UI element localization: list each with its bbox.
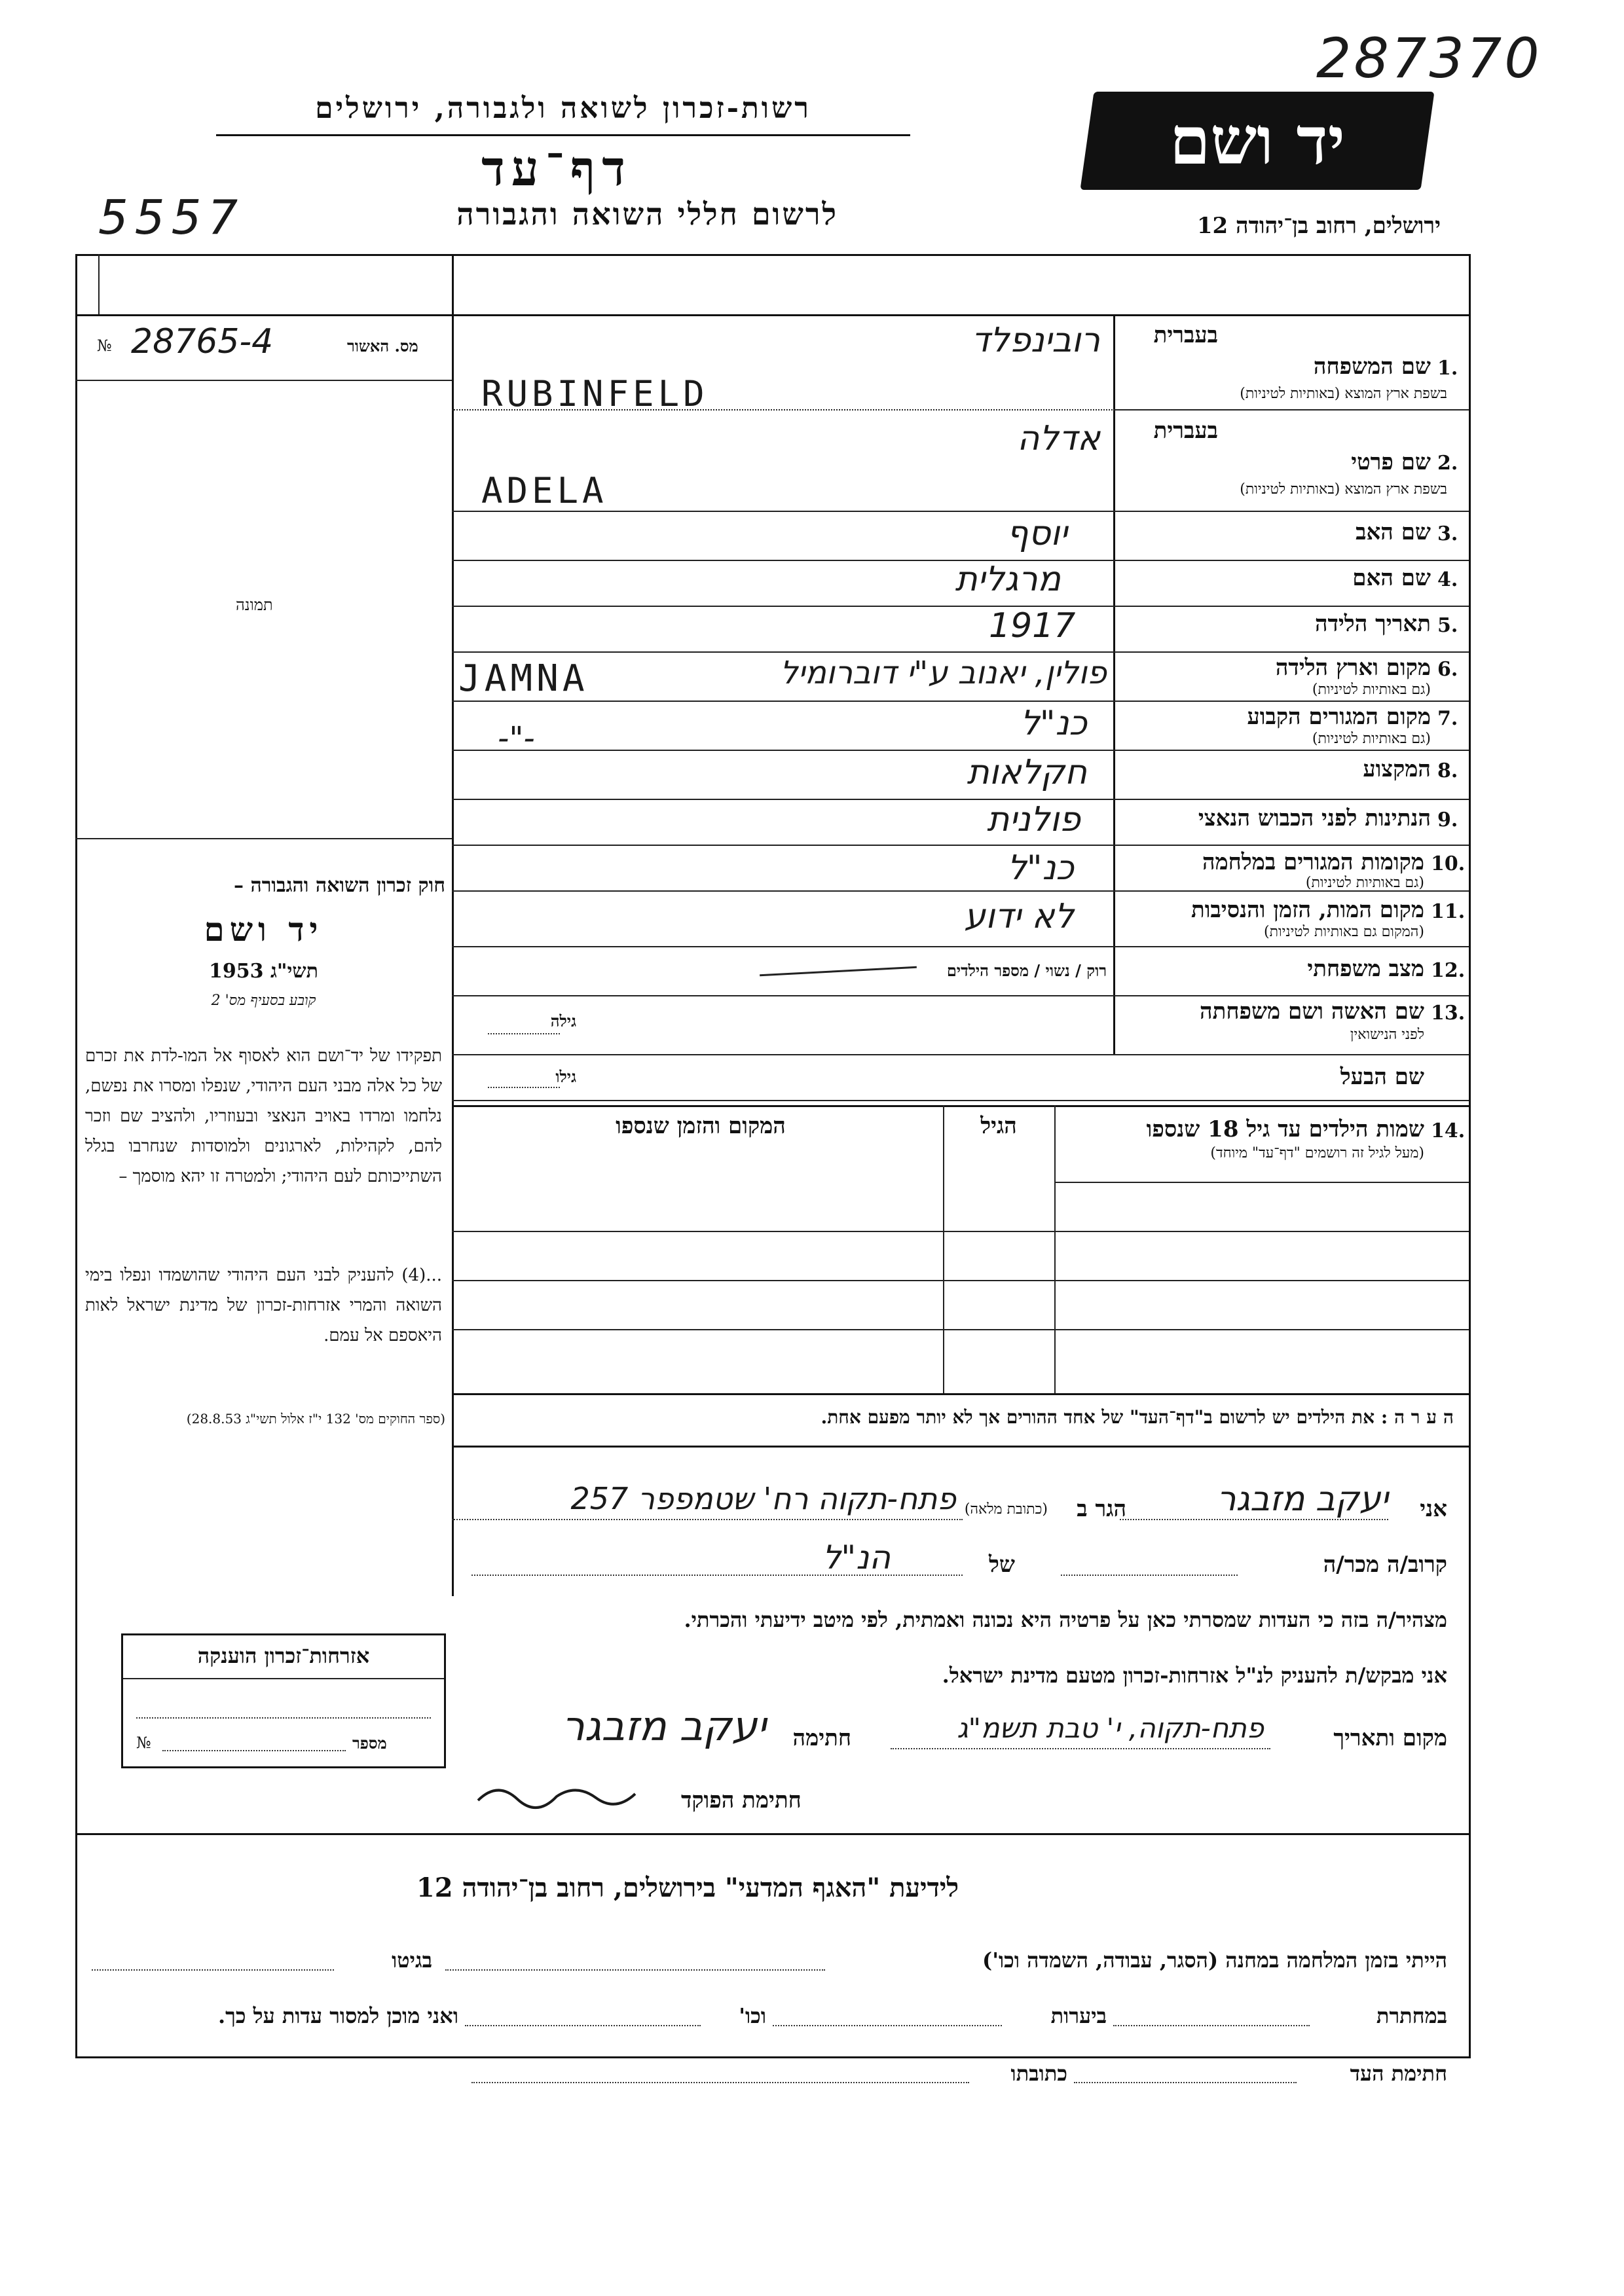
field-1-latin-value: RUBINFELD	[481, 373, 709, 414]
relative-label: קרוב/ה מכר/ה	[1323, 1552, 1447, 1578]
relative-value: הנ"ל	[822, 1539, 891, 1576]
officer-signature-label: חתימת הפוקד	[681, 1787, 802, 1813]
field-10-label: מקומות המגורים במלחמה	[1202, 849, 1424, 875]
field-2-latin-value: ADELA	[481, 470, 608, 511]
law-title: חוק זכרון השואה והגבורה –	[234, 874, 445, 897]
field-7-label: מקום המגורים הקבוע	[1247, 704, 1431, 730]
note-text: ה ע ר ה : את הילדים יש לרשום ב"דף־העד" של אחד ההורים אך לא יותר מפעם אחת.	[821, 1406, 1454, 1428]
field-9-value: פולנית	[987, 800, 1080, 839]
field-4-value: מרגלית	[955, 560, 1061, 599]
field-8-label: המקצוע	[1363, 756, 1431, 782]
yad-vashem-logo	[1080, 92, 1434, 190]
address: ירושלים, רחוב בן־יהודה 12	[1196, 213, 1441, 239]
field-12-options: רוק / נשוי / מספר הילדים	[946, 961, 1107, 980]
science-dept-title: לידיעת "האגף המדעי" בירושלים, רחוב בן־יהודה 12	[416, 1872, 959, 1903]
field-2-label: שם פרטי	[1351, 449, 1431, 475]
law-citation: (ספר החוקים מס' 132 י"ז אלול תשי"ג 28.8.53)	[186, 1411, 445, 1427]
field-3-value: יוסף	[1006, 514, 1067, 553]
sheet-title: דף־עד	[481, 141, 632, 197]
field-6-label: מקום וארץ הלידה	[1275, 655, 1431, 681]
approval-number-label: מס. האשור	[347, 337, 418, 355]
place-date-label: מקום ותאריך	[1333, 1725, 1447, 1751]
field-1-label: שם המשפחה	[1313, 354, 1431, 380]
field-3-label: שם האב	[1356, 519, 1431, 545]
field-8-value: חקלאות	[967, 753, 1087, 792]
sheet-subtitle: לרשום חללי השואה והגבורה	[456, 196, 838, 232]
children-col-age: הגיל	[980, 1113, 1017, 1139]
field-1-hebrew-value: רובינפלד	[971, 321, 1100, 360]
citizenship-number-label: מספר	[352, 1734, 387, 1753]
approval-number-value: 28765-4	[131, 322, 274, 361]
field-5-value: 1917	[989, 606, 1076, 646]
field-7-value: כנ"ל	[1020, 704, 1087, 743]
officer-signature-scribble	[471, 1774, 655, 1813]
declaration-name: יעקב מזבגר	[1217, 1480, 1388, 1519]
header-title-top: רשות-זכרון לשואה ולגבורה, ירושלים	[315, 92, 811, 125]
field-5-label: תאריך הלידה	[1314, 611, 1431, 637]
law-name: יד ושם	[204, 910, 323, 949]
field-6-value: פולין, יאנוב ע"י דוברומיל	[780, 655, 1107, 691]
law-paragraph-1: תפקידו של יד־ושם הוא לאסוף אל המו-לדת את זכרם של כל אלה מבני העם היהודי, שנפלו ומסרו את נפשם, נלחמו ומרדו באויב הנאצי ובעוזריו, ולהציב שם וזכר להם, לקהילות, לארגונים ולמוסדות שנחרבו בגלל השתייכותם לעם היהודי; ולמטרה זו יהא מוסמך –	[85, 1046, 442, 1186]
children-label: שמות הילדים עד גיל 18 שנספו	[1146, 1116, 1424, 1142]
document-number: 287370	[1316, 26, 1542, 90]
citizenship-title: אזרחות־זכרון הוענקה	[197, 1643, 370, 1668]
children-col-place: המקום והזמן שנספו	[616, 1113, 786, 1139]
field-4-label: שם האם	[1352, 565, 1431, 591]
field-11-label: מקום המות, הזמן והנסיבות	[1190, 897, 1424, 923]
law-year: תשי"ג 1953	[209, 960, 318, 983]
law-section: קובע בסעיף מס' 2	[211, 993, 316, 1009]
field-7-ditto: -"-	[498, 720, 535, 757]
photo-label: תמונה	[236, 596, 273, 614]
statement-1: מצהיר/ה בזה כי העדות שמסרתי כאן על פרטיה היא נכונה ואמתית, לפי מיטב ידיעתי והכרתי.	[684, 1607, 1447, 1632]
signature-value: יעקב מזבגר	[561, 1702, 766, 1750]
citizenship-box: אזרחות־זכרון הוענקה № מספר	[121, 1633, 446, 1768]
law-paragraph-2: ...(4) להעניק לבני העם היהודי שהושמדו ונפלו בימי השואה והמרי אזרחות-זכרון של מדינת ישראל לאות היאספם אל עמם.	[85, 1266, 442, 1345]
place-date-value: פתח-תקוה, י' טבת תשמ"ג	[957, 1712, 1264, 1744]
field-13-age-label: גילה	[550, 1011, 576, 1030]
page-number: 5557	[98, 190, 245, 245]
field-12-label: מצב משפחתי	[1307, 956, 1424, 982]
signature-label: חתימה	[792, 1725, 851, 1751]
field-13-label: שם האשה ושם משפחתה	[1200, 998, 1424, 1025]
declaration-address: פתח-תקוה רח' שטמפפר 257	[570, 1481, 956, 1516]
field-6-latin-value: JAMNA	[458, 657, 589, 700]
field-10-value: כנ"ל	[1007, 848, 1074, 888]
logo-text: יד ושם	[1170, 102, 1345, 179]
husband-age-label: גילו	[555, 1067, 576, 1086]
field-11-value: לא ידוע	[964, 897, 1074, 936]
field-9-label: הנתינות לפני הכבוש הנאצי	[1198, 805, 1431, 831]
field-2-hebrew-value: אדלה	[1017, 419, 1100, 458]
husband-name-label: שם הבעל	[1340, 1064, 1424, 1090]
field-1-lang: בעברית	[1153, 322, 1218, 348]
declaration-ani: אני	[1420, 1496, 1447, 1522]
statement-2: אני מבקש/ת להעניק לנ"ל אזרחות-זכרון מטעם מדינת ישראל.	[942, 1663, 1447, 1688]
